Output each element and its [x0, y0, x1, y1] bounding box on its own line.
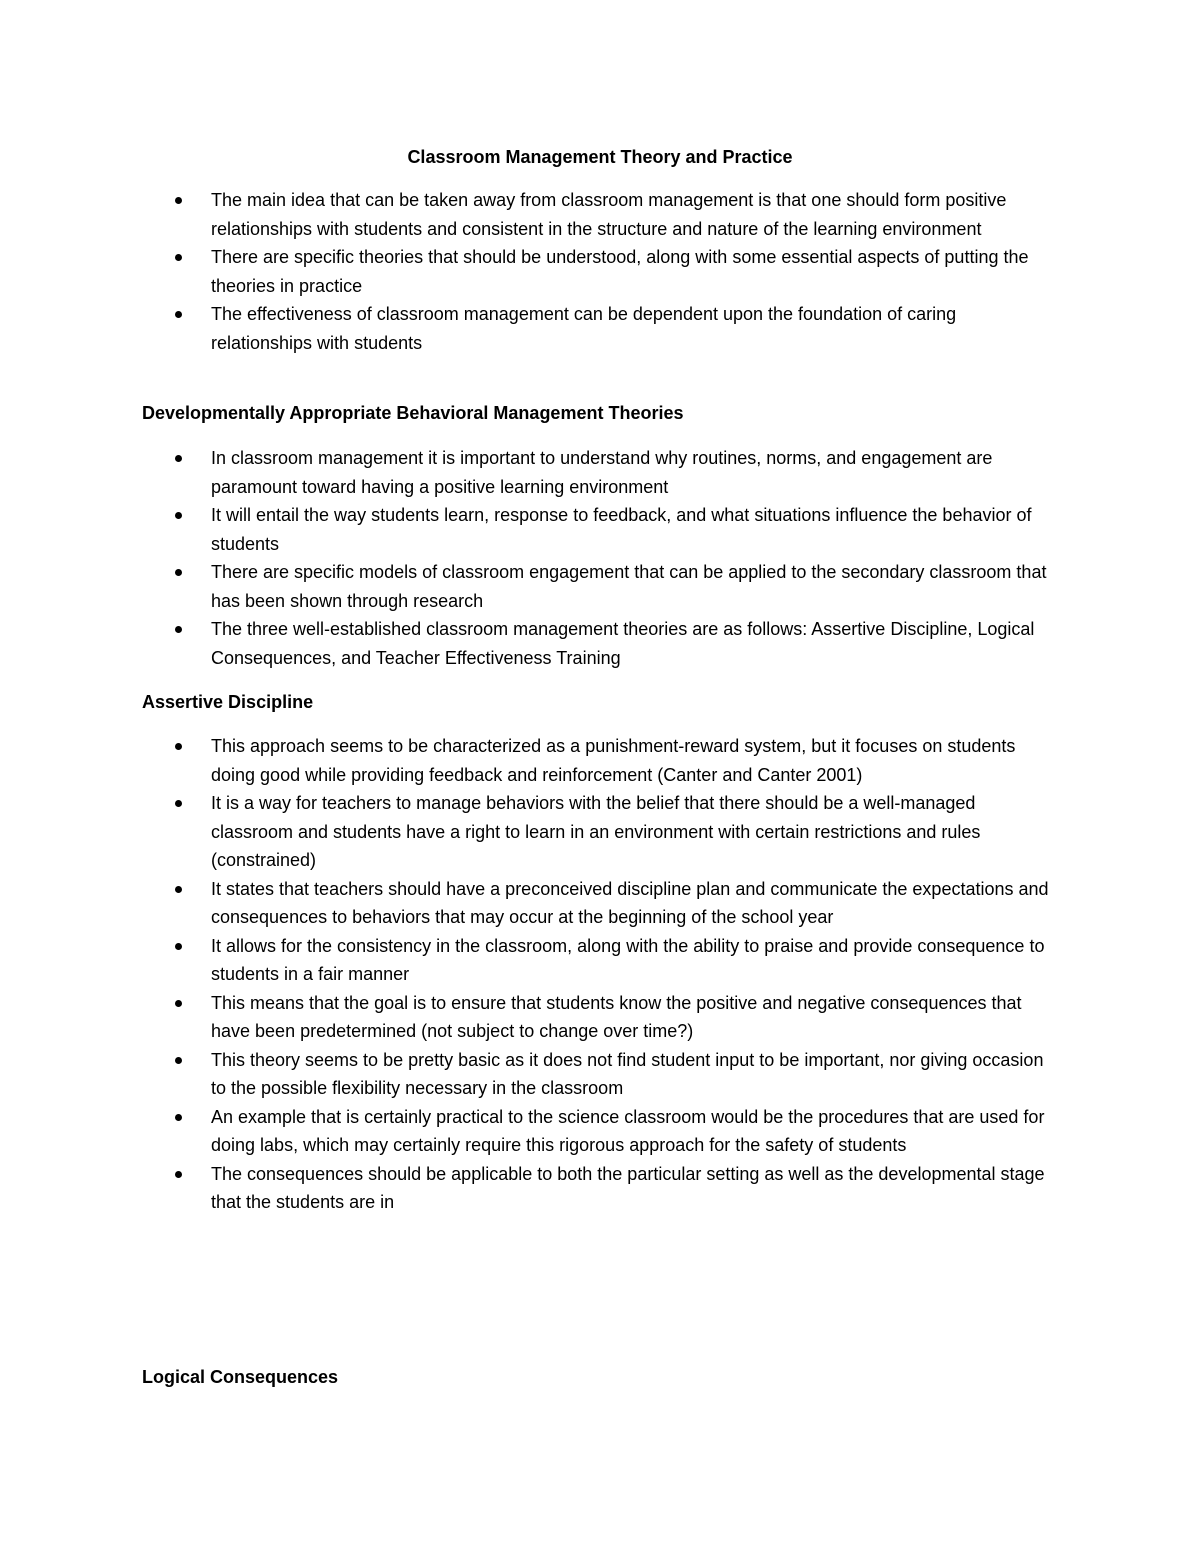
document-title: Classroom Management Theory and Practice [407, 147, 793, 167]
section-heading-logical-consequences: Logical Consequences [142, 1367, 339, 1387]
bullet-icon [175, 1000, 182, 1007]
list-item [142, 875, 1062, 932]
bullet-icon [175, 1114, 182, 1121]
bullet-icon [175, 743, 182, 750]
list-item-text: It allows for the consistency in the classroom, along with the ability to praise and provide consequence to students in a fair manner [211, 935, 1045, 984]
list-item [142, 243, 1062, 300]
list-item-text: The three well-established classroom management theories are as follows: Assertive Discipline, Logical Consequences, and Teacher Effectiveness Training [211, 619, 1035, 668]
bullet-icon [175, 254, 182, 261]
list-item [142, 444, 1062, 501]
bullet-icon [175, 1057, 182, 1064]
bullet-icon [175, 455, 182, 462]
list-item [142, 932, 1062, 989]
list-item [142, 300, 1062, 357]
list-item [142, 1103, 1062, 1160]
bullet-icon [175, 311, 182, 318]
bullet-icon [175, 626, 182, 633]
list-item [142, 501, 1062, 558]
bullet-icon [175, 512, 182, 519]
section-heading-assertive-discipline: Assertive Discipline [142, 692, 314, 712]
list-item [142, 186, 1062, 243]
list-item [142, 615, 1062, 672]
list-item-text: An example that is certainly practical to the science classroom would be the procedures that are used for doing labs, which may certainly require this rigorous approach for the safety of students [211, 1106, 1045, 1155]
list-item-text: It will entail the way students learn, response to feedback, and what situations influence the behavior of students [211, 505, 1032, 554]
list-item-text: This means that the goal is to ensure that students know the positive and negative consequences that have been predetermined (not subject to change over time?) [211, 992, 1022, 1041]
bullet-icon [175, 886, 182, 893]
bullet-icon [175, 800, 182, 807]
list-item-text: The main idea that can be taken away from classroom management is that one should form positive relationships with students and consistent in the structure and nature of the learning environment [211, 190, 1007, 239]
list-item-text: There are specific theories that should be understood, along with some essential aspects of putting the theories in practice [211, 247, 1029, 296]
list-item-text: The effectiveness of classroom management can be dependent upon the foundation of caring relationships with students [211, 304, 957, 353]
developmental-theories-bullet-list [142, 444, 1062, 672]
intro-bullet-list [142, 186, 1062, 357]
list-item-text: The consequences should be applicable to both the particular setting as well as the developmental stage that the students are in [211, 1163, 1045, 1212]
list-item [142, 558, 1062, 615]
bullet-icon [175, 569, 182, 576]
list-item-text: It is a way for teachers to manage behaviors with the belief that there should be a well-managed classroom and students have a right to learn in an environment with certain restrictions and rules (constrained) [211, 793, 981, 870]
list-item-text: In classroom management it is important to understand why routines, norms, and engagement are paramount toward having a positive learning environment [211, 448, 993, 497]
list-item [142, 1046, 1062, 1103]
bullet-icon [175, 943, 182, 950]
assertive-discipline-bullet-list [142, 732, 1062, 1217]
list-item-text: This theory seems to be pretty basic as it does not find student input to be important, nor giving occasion to the possible flexibility necessary in the classroom [211, 1049, 1044, 1098]
list-item [142, 789, 1062, 875]
bullet-icon [175, 197, 182, 204]
bullet-icon [175, 1171, 182, 1178]
list-item [142, 1160, 1062, 1217]
list-item-text: It states that teachers should have a preconceived discipline plan and communicate the expectations and consequences to behaviors that may occur at the beginning of the school year [211, 878, 1049, 927]
list-item-text: There are specific models of classroom engagement that can be applied to the secondary classroom that has been shown through research [211, 562, 1047, 611]
section-heading-developmental-theories: Developmentally Appropriate Behavioral Management Theories [142, 403, 684, 423]
list-item [142, 732, 1062, 789]
list-item [142, 989, 1062, 1046]
list-item-text: This approach seems to be characterized as a punishment-reward system, but it focuses on students doing good while providing feedback and reinforcement (Canter and Canter 2001) [211, 736, 1016, 785]
